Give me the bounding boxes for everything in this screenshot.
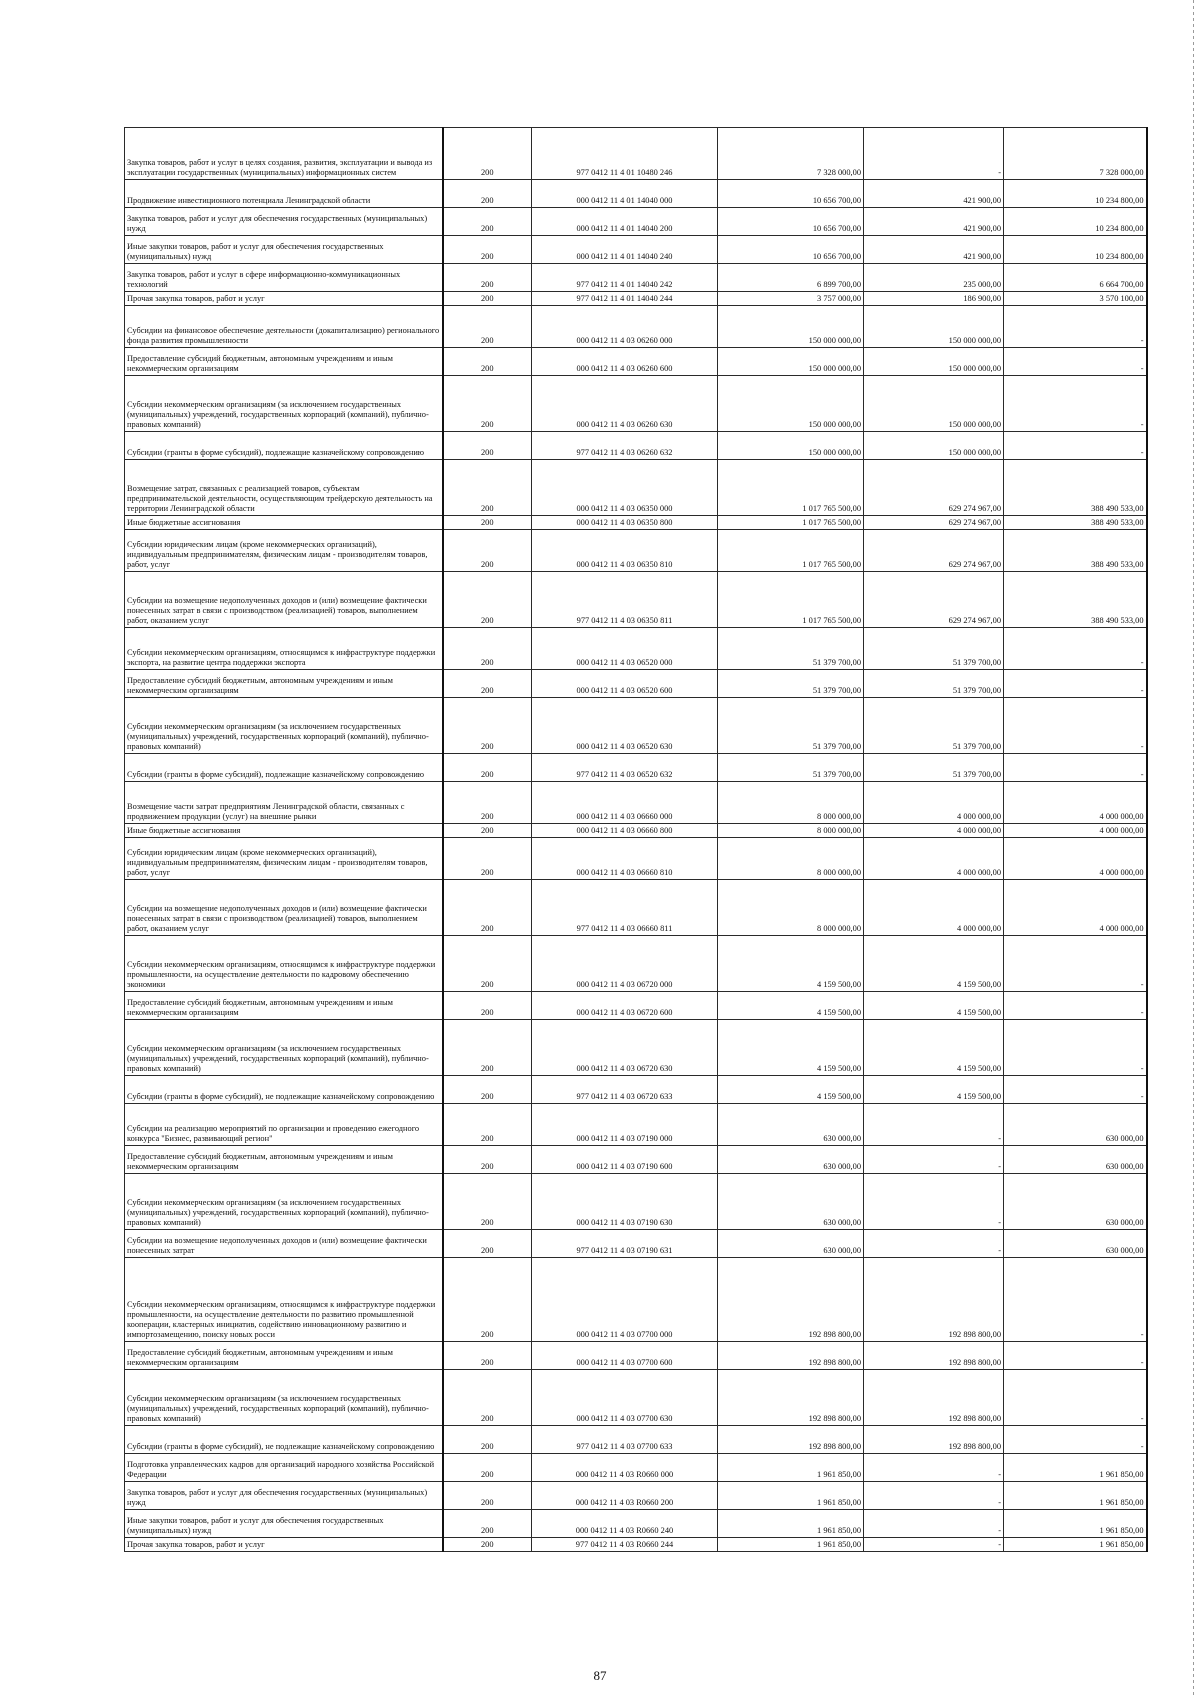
row-remaining-amount-cell: 10 234 800,00 bbox=[1004, 180, 1147, 208]
table-row bbox=[125, 1076, 1147, 1104]
row-code-cell: 200 bbox=[443, 824, 532, 838]
row-executed-amount-cell: 629 274 967,00 bbox=[864, 516, 1004, 530]
row-remaining-amount-cell: 630 000,00 bbox=[1004, 1146, 1147, 1174]
row-approved-amount-cell: 150 000 000,00 bbox=[718, 376, 864, 432]
table-row bbox=[125, 838, 1147, 880]
table-row bbox=[125, 1538, 1147, 1552]
row-remaining-amount-cell: - bbox=[1004, 306, 1147, 348]
row-classification-cell: 000 0412 11 4 03 06350 810 bbox=[532, 530, 718, 572]
row-code-cell: 200 bbox=[443, 306, 532, 348]
row-code-cell: 200 bbox=[443, 1104, 532, 1146]
row-remaining-amount-cell: - bbox=[1004, 432, 1147, 460]
row-remaining-amount-cell: - bbox=[1004, 1342, 1147, 1370]
table-row bbox=[125, 1482, 1147, 1510]
row-classification-cell: 000 0412 11 4 03 06660 800 bbox=[532, 824, 718, 838]
row-name-cell: Продвижение инвестиционного потенциала Ленинградской области bbox=[125, 180, 443, 208]
row-classification-cell: 977 0412 11 4 03 07190 631 bbox=[532, 1230, 718, 1258]
row-approved-amount-cell: 4 159 500,00 bbox=[718, 992, 864, 1020]
row-code-cell: 200 bbox=[443, 1258, 532, 1342]
table-row bbox=[125, 264, 1147, 292]
row-name-cell: Субсидии (гранты в форме субсидий), не подлежащие казначейскому сопровождению bbox=[125, 1426, 443, 1454]
row-classification-cell: 000 0412 11 4 03 07190 600 bbox=[532, 1146, 718, 1174]
table-row bbox=[125, 670, 1147, 698]
row-executed-amount-cell: 51 379 700,00 bbox=[864, 754, 1004, 782]
row-executed-amount-cell: - bbox=[864, 1510, 1004, 1538]
row-classification-cell: 977 0412 11 4 03 06260 632 bbox=[532, 432, 718, 460]
row-remaining-amount-cell: 388 490 533,00 bbox=[1004, 516, 1147, 530]
row-executed-amount-cell: 421 900,00 bbox=[864, 180, 1004, 208]
row-executed-amount-cell: 4 000 000,00 bbox=[864, 782, 1004, 824]
row-code-cell: 200 bbox=[443, 754, 532, 782]
row-code-cell: 200 bbox=[443, 432, 532, 460]
row-executed-amount-cell: 4 000 000,00 bbox=[864, 880, 1004, 936]
row-remaining-amount-cell: 1 961 850,00 bbox=[1004, 1454, 1147, 1482]
row-code-cell: 200 bbox=[443, 516, 532, 530]
row-approved-amount-cell: 630 000,00 bbox=[718, 1230, 864, 1258]
table-row bbox=[125, 628, 1147, 670]
row-approved-amount-cell: 8 000 000,00 bbox=[718, 782, 864, 824]
row-executed-amount-cell: 4 000 000,00 bbox=[864, 838, 1004, 880]
row-remaining-amount-cell: 630 000,00 bbox=[1004, 1104, 1147, 1146]
row-approved-amount-cell: 1 017 765 500,00 bbox=[718, 460, 864, 516]
table-row bbox=[125, 236, 1147, 264]
row-remaining-amount-cell: - bbox=[1004, 1258, 1147, 1342]
table-row bbox=[125, 824, 1147, 838]
row-executed-amount-cell: 192 898 800,00 bbox=[864, 1370, 1004, 1426]
row-classification-cell: 000 0412 11 4 03 06720 000 bbox=[532, 936, 718, 992]
row-name-cell: Возмещение части затрат предприятиям Ленинградской области, связанных с продвижением продукции (услуг) на внешние рынки bbox=[125, 782, 443, 824]
row-approved-amount-cell: 10 656 700,00 bbox=[718, 208, 864, 236]
row-approved-amount-cell: 1 961 850,00 bbox=[718, 1454, 864, 1482]
row-name-cell: Закупка товаров, работ и услуг для обеспечения государственных (муниципальных) нужд bbox=[125, 1482, 443, 1510]
row-remaining-amount-cell: - bbox=[1004, 628, 1147, 670]
row-code-cell: 200 bbox=[443, 1020, 532, 1076]
row-code-cell: 200 bbox=[443, 992, 532, 1020]
row-approved-amount-cell: 10 656 700,00 bbox=[718, 180, 864, 208]
row-code-cell: 200 bbox=[443, 628, 532, 670]
row-executed-amount-cell: 150 000 000,00 bbox=[864, 432, 1004, 460]
row-approved-amount-cell: 1 017 765 500,00 bbox=[718, 530, 864, 572]
row-approved-amount-cell: 192 898 800,00 bbox=[718, 1342, 864, 1370]
row-approved-amount-cell: 150 000 000,00 bbox=[718, 348, 864, 376]
row-classification-cell: 000 0412 11 4 03 07700 630 bbox=[532, 1370, 718, 1426]
row-classification-cell: 000 0412 11 4 03 07190 000 bbox=[532, 1104, 718, 1146]
row-executed-amount-cell: - bbox=[864, 1482, 1004, 1510]
row-name-cell: Субсидии некоммерческим организациям (за исключением государственных (муниципальных) учреждений, государственных корпораций (компаний), публично-правовых компаний) bbox=[125, 376, 443, 432]
row-code-cell: 200 bbox=[443, 236, 532, 264]
row-name-cell: Субсидии некоммерческим организациям (за исключением государственных (муниципальных) учреждений, государственных корпораций (компаний), публично-правовых компаний) bbox=[125, 1174, 443, 1230]
table-row bbox=[125, 530, 1147, 572]
table-row bbox=[125, 376, 1147, 432]
row-name-cell: Субсидии (гранты в форме субсидий), не подлежащие казначейскому сопровождению bbox=[125, 1076, 443, 1104]
row-executed-amount-cell: 51 379 700,00 bbox=[864, 670, 1004, 698]
row-code-cell: 200 bbox=[443, 838, 532, 880]
row-name-cell: Прочая закупка товаров, работ и услуг bbox=[125, 292, 443, 306]
row-remaining-amount-cell: 388 490 533,00 bbox=[1004, 572, 1147, 628]
row-remaining-amount-cell: 10 234 800,00 bbox=[1004, 208, 1147, 236]
row-executed-amount-cell: 629 274 967,00 bbox=[864, 572, 1004, 628]
row-classification-cell: 000 0412 11 4 03 06660 810 bbox=[532, 838, 718, 880]
row-name-cell: Прочая закупка товаров, работ и услуг bbox=[125, 1538, 443, 1552]
row-code-cell: 200 bbox=[443, 1538, 532, 1552]
table-row bbox=[125, 432, 1147, 460]
row-name-cell: Субсидии (гранты в форме субсидий), подлежащие казначейскому сопровождению bbox=[125, 432, 443, 460]
row-code-cell: 200 bbox=[443, 348, 532, 376]
row-remaining-amount-cell: 388 490 533,00 bbox=[1004, 530, 1147, 572]
row-approved-amount-cell: 4 159 500,00 bbox=[718, 1076, 864, 1104]
row-code-cell: 200 bbox=[443, 698, 532, 754]
row-executed-amount-cell: 4 159 500,00 bbox=[864, 1020, 1004, 1076]
row-classification-cell: 000 0412 11 4 03 R0660 240 bbox=[532, 1510, 718, 1538]
row-code-cell: 200 bbox=[443, 572, 532, 628]
budget-table-body bbox=[125, 128, 1147, 1552]
row-classification-cell: 000 0412 11 4 03 06260 000 bbox=[532, 306, 718, 348]
row-classification-cell: 000 0412 11 4 03 06720 600 bbox=[532, 992, 718, 1020]
row-classification-cell: 977 0412 11 4 03 06520 632 bbox=[532, 754, 718, 782]
row-name-cell: Предоставление субсидий бюджетным, автономным учреждениям и иным некоммерческим организациям bbox=[125, 670, 443, 698]
row-classification-cell: 000 0412 11 4 03 06720 630 bbox=[532, 1020, 718, 1076]
row-name-cell: Субсидии некоммерческим организациям, относящимся к инфраструктуре поддержки экспорта, на развитие центра поддержки экспорта bbox=[125, 628, 443, 670]
row-executed-amount-cell: 421 900,00 bbox=[864, 208, 1004, 236]
row-remaining-amount-cell: 7 328 000,00 bbox=[1004, 128, 1147, 180]
table-row bbox=[125, 1426, 1147, 1454]
table-row bbox=[125, 936, 1147, 992]
row-classification-cell: 977 0412 11 4 03 06720 633 bbox=[532, 1076, 718, 1104]
row-approved-amount-cell: 7 328 000,00 bbox=[718, 128, 864, 180]
row-executed-amount-cell: 629 274 967,00 bbox=[864, 530, 1004, 572]
row-remaining-amount-cell: - bbox=[1004, 1426, 1147, 1454]
table-row bbox=[125, 1104, 1147, 1146]
row-name-cell: Иные закупки товаров, работ и услуг для обеспечения государственных (муниципальных) нужд bbox=[125, 236, 443, 264]
row-code-cell: 200 bbox=[443, 1076, 532, 1104]
row-approved-amount-cell: 51 379 700,00 bbox=[718, 628, 864, 670]
row-classification-cell: 000 0412 11 4 03 07700 000 bbox=[532, 1258, 718, 1342]
row-classification-cell: 000 0412 11 4 03 R0660 000 bbox=[532, 1454, 718, 1482]
row-approved-amount-cell: 8 000 000,00 bbox=[718, 880, 864, 936]
row-classification-cell: 977 0412 11 4 03 R0660 244 bbox=[532, 1538, 718, 1552]
row-code-cell: 200 bbox=[443, 1454, 532, 1482]
row-remaining-amount-cell: 3 570 100,00 bbox=[1004, 292, 1147, 306]
table-row bbox=[125, 1370, 1147, 1426]
row-classification-cell: 000 0412 11 4 03 06350 800 bbox=[532, 516, 718, 530]
row-code-cell: 200 bbox=[443, 1174, 532, 1230]
row-code-cell: 200 bbox=[443, 180, 532, 208]
row-classification-cell: 000 0412 11 4 01 14040 200 bbox=[532, 208, 718, 236]
row-approved-amount-cell: 630 000,00 bbox=[718, 1174, 864, 1230]
row-approved-amount-cell: 192 898 800,00 bbox=[718, 1258, 864, 1342]
row-classification-cell: 000 0412 11 4 03 06520 600 bbox=[532, 670, 718, 698]
row-approved-amount-cell: 10 656 700,00 bbox=[718, 236, 864, 264]
row-classification-cell: 977 0412 11 4 01 14040 242 bbox=[532, 264, 718, 292]
row-code-cell: 200 bbox=[443, 208, 532, 236]
row-remaining-amount-cell: 4 000 000,00 bbox=[1004, 782, 1147, 824]
row-executed-amount-cell: 51 379 700,00 bbox=[864, 698, 1004, 754]
row-remaining-amount-cell: 1 961 850,00 bbox=[1004, 1510, 1147, 1538]
row-code-cell: 200 bbox=[443, 1426, 532, 1454]
table-row bbox=[125, 180, 1147, 208]
row-classification-cell: 977 0412 11 4 01 10480 246 bbox=[532, 128, 718, 180]
row-executed-amount-cell: 192 898 800,00 bbox=[864, 1258, 1004, 1342]
row-executed-amount-cell: - bbox=[864, 1104, 1004, 1146]
row-code-cell: 200 bbox=[443, 376, 532, 432]
row-classification-cell: 977 0412 11 4 01 14040 244 bbox=[532, 292, 718, 306]
row-executed-amount-cell: 4 000 000,00 bbox=[864, 824, 1004, 838]
row-name-cell: Субсидии юридическим лицам (кроме некоммерческих организаций), индивидуальным предпринимателям, физическим лицам - производителям товаров, работ, услуг bbox=[125, 838, 443, 880]
row-remaining-amount-cell: 630 000,00 bbox=[1004, 1174, 1147, 1230]
row-approved-amount-cell: 4 159 500,00 bbox=[718, 1020, 864, 1076]
row-classification-cell: 000 0412 11 4 03 07700 600 bbox=[532, 1342, 718, 1370]
budget-table bbox=[124, 127, 1148, 1552]
row-name-cell: Иные бюджетные ассигнования bbox=[125, 824, 443, 838]
row-code-cell: 200 bbox=[443, 880, 532, 936]
row-name-cell: Субсидии на реализацию мероприятий по организации и проведению ежегодного конкурса "Бизнес, развивающий регион" bbox=[125, 1104, 443, 1146]
row-code-cell: 200 bbox=[443, 1230, 532, 1258]
table-row bbox=[125, 1230, 1147, 1258]
row-name-cell: Предоставление субсидий бюджетным, автономным учреждениям и иным некоммерческим организациям bbox=[125, 1146, 443, 1174]
row-name-cell: Иные бюджетные ассигнования bbox=[125, 516, 443, 530]
row-name-cell: Субсидии некоммерческим организациям, относящимся к инфраструктуре поддержки промышленности, на осуществление деятельности по кадровому обеспечению экономики bbox=[125, 936, 443, 992]
row-remaining-amount-cell: 4 000 000,00 bbox=[1004, 824, 1147, 838]
row-approved-amount-cell: 1 017 765 500,00 bbox=[718, 516, 864, 530]
table-row bbox=[125, 1342, 1147, 1370]
row-classification-cell: 000 0412 11 4 03 06350 000 bbox=[532, 460, 718, 516]
row-classification-cell: 000 0412 11 4 03 06520 630 bbox=[532, 698, 718, 754]
row-approved-amount-cell: 8 000 000,00 bbox=[718, 824, 864, 838]
row-approved-amount-cell: 192 898 800,00 bbox=[718, 1370, 864, 1426]
row-approved-amount-cell: 1 017 765 500,00 bbox=[718, 572, 864, 628]
row-code-cell: 200 bbox=[443, 936, 532, 992]
table-row bbox=[125, 1174, 1147, 1230]
row-approved-amount-cell: 6 899 700,00 bbox=[718, 264, 864, 292]
row-code-cell: 200 bbox=[443, 1482, 532, 1510]
row-name-cell: Субсидии на возмещение недополученных доходов и (или) возмещение фактически понесенных затрат bbox=[125, 1230, 443, 1258]
row-remaining-amount-cell: - bbox=[1004, 376, 1147, 432]
table-row bbox=[125, 348, 1147, 376]
row-approved-amount-cell: 51 379 700,00 bbox=[718, 670, 864, 698]
row-name-cell: Субсидии некоммерческим организациям, относящимся к инфраструктуре поддержки промышленности, на осуществление деятельности по развитию промышленной кооперации, кластерных инициатив, содействию инновационному развитию и импортозамещению, поиску новых росси bbox=[125, 1258, 443, 1342]
row-executed-amount-cell: - bbox=[864, 1146, 1004, 1174]
row-name-cell: Возмещение затрат, связанных с реализацией товаров, субъектам предпринимательской деятельности, осуществляющим трейдерскую деятельность на территории Ленинградской области bbox=[125, 460, 443, 516]
row-code-cell: 200 bbox=[443, 670, 532, 698]
row-code-cell: 200 bbox=[443, 1146, 532, 1174]
table-row bbox=[125, 306, 1147, 348]
table-row bbox=[125, 1020, 1147, 1076]
row-code-cell: 200 bbox=[443, 530, 532, 572]
row-name-cell: Субсидии некоммерческим организациям (за исключением государственных (муниципальных) учреждений, государственных корпораций (компаний), публично-правовых компаний) bbox=[125, 698, 443, 754]
row-name-cell: Закупка товаров, работ и услуг для обеспечения государственных (муниципальных) нужд bbox=[125, 208, 443, 236]
row-classification-cell: 000 0412 11 4 01 14040 240 bbox=[532, 236, 718, 264]
row-classification-cell: 977 0412 11 4 03 06660 811 bbox=[532, 880, 718, 936]
row-executed-amount-cell: - bbox=[864, 1174, 1004, 1230]
row-name-cell: Предоставление субсидий бюджетным, автономным учреждениям и иным некоммерческим организациям bbox=[125, 992, 443, 1020]
table-row bbox=[125, 292, 1147, 306]
row-code-cell: 200 bbox=[443, 1370, 532, 1426]
row-name-cell: Подготовка управленческих кадров для организаций народного хозяйства Российской Федерации bbox=[125, 1454, 443, 1482]
row-remaining-amount-cell: 6 664 700,00 bbox=[1004, 264, 1147, 292]
row-remaining-amount-cell: - bbox=[1004, 992, 1147, 1020]
row-name-cell: Закупка товаров, работ и услуг в сфере информационно-коммуникационных технологий bbox=[125, 264, 443, 292]
row-name-cell: Закупка товаров, работ и услуг в целях создания, развития, эксплуатации и вывода из эксплуатации государственных (муниципальных) информационных систем bbox=[125, 128, 443, 180]
row-remaining-amount-cell: 4 000 000,00 bbox=[1004, 838, 1147, 880]
row-remaining-amount-cell: - bbox=[1004, 1020, 1147, 1076]
row-executed-amount-cell: 51 379 700,00 bbox=[864, 628, 1004, 670]
row-remaining-amount-cell: 1 961 850,00 bbox=[1004, 1538, 1147, 1552]
row-executed-amount-cell: 150 000 000,00 bbox=[864, 376, 1004, 432]
row-code-cell: 200 bbox=[443, 1342, 532, 1370]
table-row bbox=[125, 208, 1147, 236]
table-row bbox=[125, 460, 1147, 516]
row-executed-amount-cell: 629 274 967,00 bbox=[864, 460, 1004, 516]
table-row bbox=[125, 1454, 1147, 1482]
table-row bbox=[125, 698, 1147, 754]
row-name-cell: Субсидии некоммерческим организациям (за исключением государственных (муниципальных) учреждений, государственных корпораций (компаний), публично-правовых компаний) bbox=[125, 1020, 443, 1076]
row-approved-amount-cell: 8 000 000,00 bbox=[718, 838, 864, 880]
row-executed-amount-cell: 4 159 500,00 bbox=[864, 1076, 1004, 1104]
row-executed-amount-cell: - bbox=[864, 1230, 1004, 1258]
row-remaining-amount-cell: - bbox=[1004, 754, 1147, 782]
table-row bbox=[125, 992, 1147, 1020]
row-approved-amount-cell: 1 961 850,00 bbox=[718, 1538, 864, 1552]
row-executed-amount-cell: 235 000,00 bbox=[864, 264, 1004, 292]
row-name-cell: Субсидии на возмещение недополученных доходов и (или) возмещение фактически понесенных затрат в связи с производством (реализацией) товаров, выполнением работ, оказанием услуг bbox=[125, 572, 443, 628]
row-executed-amount-cell: 421 900,00 bbox=[864, 236, 1004, 264]
table-row bbox=[125, 516, 1147, 530]
table-row bbox=[125, 128, 1147, 180]
row-name-cell: Предоставление субсидий бюджетным, автономным учреждениям и иным некоммерческим организациям bbox=[125, 348, 443, 376]
row-executed-amount-cell: 150 000 000,00 bbox=[864, 348, 1004, 376]
table-row bbox=[125, 880, 1147, 936]
row-remaining-amount-cell: 10 234 800,00 bbox=[1004, 236, 1147, 264]
row-name-cell: Субсидии некоммерческим организациям (за исключением государственных (муниципальных) учреждений, государственных корпораций (компаний), публично-правовых компаний) bbox=[125, 1370, 443, 1426]
row-executed-amount-cell: - bbox=[864, 1538, 1004, 1552]
row-remaining-amount-cell: - bbox=[1004, 698, 1147, 754]
table-row bbox=[125, 1258, 1147, 1342]
row-remaining-amount-cell: 4 000 000,00 bbox=[1004, 880, 1147, 936]
row-name-cell: Субсидии на возмещение недополученных доходов и (или) возмещение фактически понесенных затрат в связи с производством (реализацией) товаров, выполнением работ, оказанием услуг bbox=[125, 880, 443, 936]
row-code-cell: 200 bbox=[443, 782, 532, 824]
row-classification-cell: 000 0412 11 4 03 06660 000 bbox=[532, 782, 718, 824]
row-name-cell: Предоставление субсидий бюджетным, автономным учреждениям и иным некоммерческим организациям bbox=[125, 1342, 443, 1370]
row-approved-amount-cell: 150 000 000,00 bbox=[718, 432, 864, 460]
table-row bbox=[125, 754, 1147, 782]
row-approved-amount-cell: 630 000,00 bbox=[718, 1146, 864, 1174]
table-row bbox=[125, 1510, 1147, 1538]
budget-sheet bbox=[124, 127, 1146, 1552]
row-remaining-amount-cell: - bbox=[1004, 936, 1147, 992]
row-approved-amount-cell: 150 000 000,00 bbox=[718, 306, 864, 348]
row-remaining-amount-cell: - bbox=[1004, 348, 1147, 376]
row-code-cell: 200 bbox=[443, 460, 532, 516]
row-classification-cell: 000 0412 11 4 03 07190 630 bbox=[532, 1174, 718, 1230]
row-code-cell: 200 bbox=[443, 128, 532, 180]
row-classification-cell: 977 0412 11 4 03 07700 633 bbox=[532, 1426, 718, 1454]
row-executed-amount-cell: - bbox=[864, 128, 1004, 180]
row-approved-amount-cell: 51 379 700,00 bbox=[718, 754, 864, 782]
row-remaining-amount-cell: - bbox=[1004, 1076, 1147, 1104]
table-row bbox=[125, 1146, 1147, 1174]
row-executed-amount-cell: 192 898 800,00 bbox=[864, 1426, 1004, 1454]
row-classification-cell: 000 0412 11 4 03 06520 000 bbox=[532, 628, 718, 670]
row-executed-amount-cell: 4 159 500,00 bbox=[864, 992, 1004, 1020]
scan-edge-line bbox=[1193, 0, 1194, 1697]
table-row bbox=[125, 782, 1147, 824]
row-approved-amount-cell: 3 757 000,00 bbox=[718, 292, 864, 306]
row-classification-cell: 000 0412 11 4 03 R0660 200 bbox=[532, 1482, 718, 1510]
row-code-cell: 200 bbox=[443, 1510, 532, 1538]
row-name-cell: Субсидии на финансовое обеспечение деятельности (докапитализацию) регионального фонда развития промышленности bbox=[125, 306, 443, 348]
row-approved-amount-cell: 1 961 850,00 bbox=[718, 1510, 864, 1538]
row-classification-cell: 977 0412 11 4 03 06350 811 bbox=[532, 572, 718, 628]
table-row bbox=[125, 572, 1147, 628]
row-approved-amount-cell: 4 159 500,00 bbox=[718, 936, 864, 992]
row-remaining-amount-cell: 388 490 533,00 bbox=[1004, 460, 1147, 516]
row-classification-cell: 000 0412 11 4 03 06260 600 bbox=[532, 348, 718, 376]
row-remaining-amount-cell: 1 961 850,00 bbox=[1004, 1482, 1147, 1510]
row-approved-amount-cell: 192 898 800,00 bbox=[718, 1426, 864, 1454]
row-remaining-amount-cell: - bbox=[1004, 670, 1147, 698]
row-name-cell: Иные закупки товаров, работ и услуг для обеспечения государственных (муниципальных) нужд bbox=[125, 1510, 443, 1538]
row-code-cell: 200 bbox=[443, 264, 532, 292]
row-classification-cell: 000 0412 11 4 01 14040 000 bbox=[532, 180, 718, 208]
row-executed-amount-cell: - bbox=[864, 1454, 1004, 1482]
row-approved-amount-cell: 630 000,00 bbox=[718, 1104, 864, 1146]
row-executed-amount-cell: 150 000 000,00 bbox=[864, 306, 1004, 348]
row-executed-amount-cell: 4 159 500,00 bbox=[864, 936, 1004, 992]
row-approved-amount-cell: 51 379 700,00 bbox=[718, 698, 864, 754]
row-executed-amount-cell: 186 900,00 bbox=[864, 292, 1004, 306]
row-name-cell: Субсидии юридическим лицам (кроме некоммерческих организаций), индивидуальным предпринимателям, физическим лицам - производителям товаров, работ, услуг bbox=[125, 530, 443, 572]
row-name-cell: Субсидии (гранты в форме субсидий), подлежащие казначейскому сопровождению bbox=[125, 754, 443, 782]
page-number: 87 bbox=[593, 1668, 607, 1683]
row-classification-cell: 000 0412 11 4 03 06260 630 bbox=[532, 376, 718, 432]
row-code-cell: 200 bbox=[443, 292, 532, 306]
row-remaining-amount-cell: 630 000,00 bbox=[1004, 1230, 1147, 1258]
row-remaining-amount-cell: - bbox=[1004, 1370, 1147, 1426]
row-executed-amount-cell: 192 898 800,00 bbox=[864, 1342, 1004, 1370]
row-approved-amount-cell: 1 961 850,00 bbox=[718, 1482, 864, 1510]
